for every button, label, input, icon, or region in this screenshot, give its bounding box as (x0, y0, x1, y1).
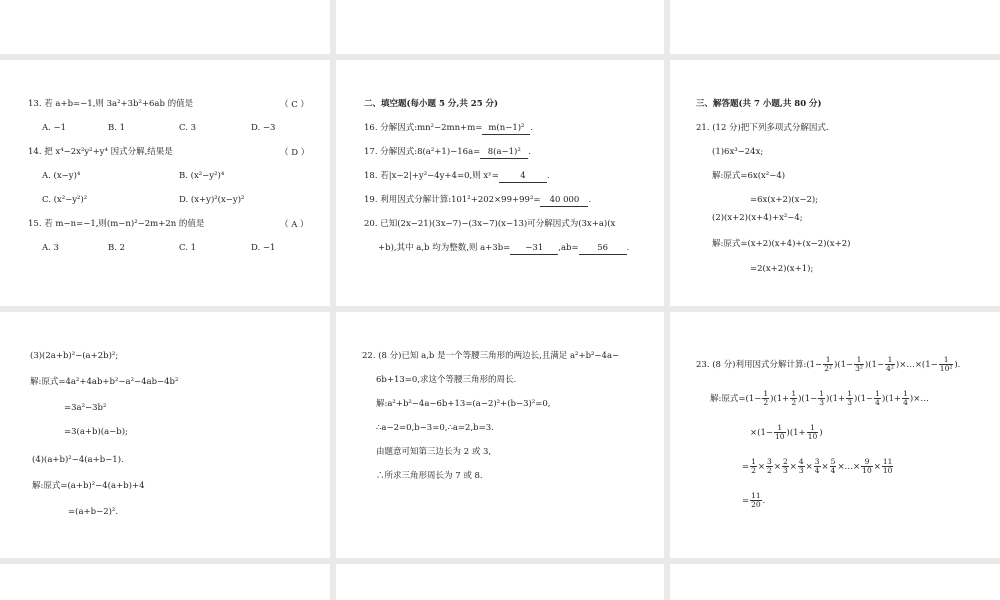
fraction-nine-ten: $\frac{9}{10}$ (862, 457, 872, 475)
q14-answer: （ D ） (280, 148, 310, 158)
q16-answer: m(n−1)² (482, 122, 530, 135)
fraction-quarter: $\frac{1}{4}$ (903, 389, 908, 407)
fraction-half: $\frac{1}{2}$ (751, 457, 756, 475)
fraction-1-over-2sq: $\frac{1}{\text{2²}}$ (824, 355, 832, 373)
q19-answer: 40 000 (540, 194, 588, 207)
q21-stem: 21. (12 分)把下列多项式分解因式. (696, 123, 829, 133)
q22-solution-line3: 由题意可知第三边长为 2 或 3, (376, 447, 492, 457)
q18-end: . (546, 171, 550, 181)
q20-answer-2: 56 (579, 242, 627, 255)
page-panel-top-right (670, 0, 1000, 54)
q21-part3-solution: 解:原式=4a²+4ab+b²−a²−4ab−4b² (30, 377, 179, 387)
fraction-three-half: $\frac{3}{2}$ (767, 457, 772, 475)
q15-answer: （ A ） (280, 220, 309, 230)
q20-mid: ,ab= (558, 243, 579, 253)
page-panel-lower-right (670, 564, 1000, 600)
q23-solution-result: = $\frac{11}{20}$ . (742, 491, 766, 509)
q22-solution-line2: ∴a−2=0,b−3=0,∴a=2,b=3. (376, 423, 494, 433)
q21-part2-result: =2(x+2)(x+1); (750, 264, 814, 274)
q23-prefix: 23. (8 分)利用因式分解计算: (696, 360, 807, 370)
q17-end: . (528, 147, 531, 157)
q15-stem: 15. 若 m−n=−1,则(m−n)²−2m+2n 的值是 (28, 219, 205, 229)
page-panel-q23 (670, 312, 1000, 558)
q17-text: 17. 分解因式:8(a²+1)−16a= (364, 147, 481, 157)
fraction-quarter: $\frac{1}{4}$ (875, 389, 880, 407)
equals: = (742, 496, 750, 506)
q17-answer: 8(a−1)² (480, 146, 528, 159)
page-panel-top-center (336, 0, 664, 54)
q13-option-a: A. −1 (42, 123, 67, 133)
q23-stem: 23. (8 分)利用因式分解计算:(1− $\frac{1}{\text{2²}}$ )(1− $\frac{1}{\text{3²}}$ )(1− $\frac{1}{\text{4²}}$ )×…×(1− $\frac{1}{\text{10²}}$ ). (696, 355, 961, 373)
equals: = (742, 462, 750, 472)
page-panel-q21-continued (0, 312, 330, 558)
fraction-eleven-twenty: $\frac{11}{20}$ (751, 491, 761, 509)
q21-part4-result: =(a+b−2)². (68, 507, 119, 517)
fraction-third: $\frac{1}{3}$ (819, 389, 825, 407)
q16 (364, 122, 533, 135)
fraction-half: $\frac{1}{2}$ (791, 389, 797, 407)
page-panel-q22 (336, 312, 664, 558)
fraction-eleven-ten: $\frac{11}{10}$ (882, 457, 893, 475)
q21-part1-solution: 解:原式=6x(x²−4) (712, 171, 786, 181)
page-panel-top-left (0, 0, 330, 54)
fraction-half: $\frac{1}{2}$ (763, 389, 769, 407)
q21-part1-result: =6x(x+2)(x−2); (750, 195, 819, 205)
page-panel-q21 (670, 60, 1000, 306)
fraction-1-over-10sq: $\frac{1}{\text{10²}}$ (939, 355, 953, 373)
q23-solution-line2: ×(1− $\frac{1}{10}$ )(1+ $\frac{1}{10}$ ) (750, 423, 823, 441)
q15-option-b: B. 2 (108, 243, 126, 253)
q21-part3-result: =3(a+b)(a−b); (64, 427, 128, 437)
q17 (364, 146, 531, 159)
q13-answer: （ C ） (280, 100, 309, 110)
q20-line1: 20. 已知(2x−21)(3x−7)−(3x−7)(x−13)可分解因式为(3x+a)(x (364, 219, 616, 229)
q20-line2 (378, 242, 629, 255)
q14-option-d: D. (x+y)²(x−y)² (179, 195, 245, 205)
q16-text: 16. 分解因式:mn²−2mn+m= (364, 123, 483, 133)
fraction-tenth: $\frac{1}{10}$ (807, 423, 818, 441)
q21-part2-solution: 解:原式=(x+2)(x+4)+(x−2)(x+2) (712, 239, 851, 249)
q21-part1: (1)6x³−24x; (712, 147, 764, 157)
q19-end: . (588, 195, 592, 205)
q22-stem-line1: 22. (8 分)已知 a,b 是一个等腰三角形的两边长,且满足 a²+b²−4a− (362, 351, 620, 361)
q21-part3-step: =3a²−3b² (64, 403, 107, 413)
q14-option-c: C. (x²−y²)² (42, 195, 88, 205)
q13-option-c: C. 3 (179, 123, 197, 133)
q22-solution-line4: ∴所求三角形周长为 7 或 8. (376, 471, 483, 481)
fraction-three-quarter: $\frac{3}{4}$ (814, 457, 820, 475)
q18 (364, 170, 550, 183)
q23-solution-line3: = $\frac{1}{2}$ × $\frac{3}{2}$ × $\frac{2}{3}$ × $\frac{4}{3}$ × $\frac{3}{4}$ × $\frac{5}{4}$ ×…× $\frac{9}{10}$ × $\frac{11}{10}$ (742, 457, 893, 475)
page-panel-lower-center (336, 564, 664, 600)
q23-solution-line1: 解:原式=(1− $\frac{1}{2}$ )(1+ $\frac{1}{2}$ )(1− $\frac{1}{3}$ )(1+ $\frac{1}{3}$ )(1− $\frac{1}{4}$ )(1+ $\frac{1}{4}$ )×… (710, 389, 929, 407)
q20-end: . (626, 243, 630, 253)
q13-option-b: B. 1 (108, 123, 126, 133)
fraction-third: $\frac{1}{3}$ (847, 389, 852, 407)
q20-answer-1: −31 (510, 242, 558, 255)
q15-option-a: A. 3 (42, 243, 59, 253)
q21-part4-solution: 解:原式=(a+b)²−4(a+b)+4 (32, 481, 145, 491)
section-title-solutions: 三、解答题(共 7 小题,共 80 分) (696, 99, 822, 109)
section-title-fill-in: 二、填空题(每小题 5 分,共 25 分) (364, 99, 499, 109)
q14-option-a: A. (x−y)⁴ (42, 171, 81, 181)
q19 (364, 194, 591, 207)
q20-line2-text: +b),其中 a,b 均为整数,则 a+3b= (378, 243, 511, 253)
fraction-five-quarter: $\frac{5}{4}$ (830, 457, 836, 475)
q21-part4: (4)(a+b)²−4(a+b−1). (32, 455, 124, 465)
q13-stem: 13. 若 a+b=−1,则 3a²+3b²+6ab 的值是 (28, 99, 194, 109)
fraction-two-third: $\frac{2}{3}$ (782, 457, 788, 475)
page-panel-lower-left (0, 564, 330, 600)
q15-option-d: D. −1 (251, 243, 276, 253)
q22-stem-line2: 6b+13=0,求这个等腰三角形的周长. (376, 375, 517, 385)
q14-stem: 14. 把 x⁴−2x²y²+y⁴ 因式分解,结果是 (28, 147, 173, 157)
q14-option-b: B. (x²−y²)⁴ (179, 171, 225, 181)
fraction-tenth: $\frac{1}{10}$ (774, 423, 785, 441)
q19-text: 19. 利用因式分解计算:101²+202×99+99²= (364, 195, 541, 205)
q23-solution-prefix: 解:原式= (710, 394, 746, 404)
q22-solution-line1: 解:a²+b²−4a−6b+13=(a−2)²+(b−3)²=0, (376, 399, 551, 409)
page-panel-fill-in-blanks (336, 60, 664, 306)
q18-answer: 4 (499, 170, 547, 183)
q21-part2: (2)(x+2)(x+4)+x²−4; (712, 213, 803, 223)
fraction-1-over-3sq: $\frac{1}{\text{3²}}$ (855, 355, 863, 373)
q21-part3: (3)(2a+b)²−(a+2b)²; (30, 351, 119, 361)
fraction-1-over-4sq: $\frac{1}{\text{4²}}$ (886, 355, 894, 373)
q15-option-c: C. 1 (179, 243, 197, 253)
q13-option-d: D. −3 (251, 123, 276, 133)
page-panel-questions-13-15 (0, 60, 330, 306)
q18-text: 18. 若|x−2|+y²−4y+4=0,则 xʸ= (364, 171, 499, 181)
fraction-four-third: $\frac{4}{3}$ (798, 457, 804, 475)
q16-end: . (530, 123, 534, 133)
